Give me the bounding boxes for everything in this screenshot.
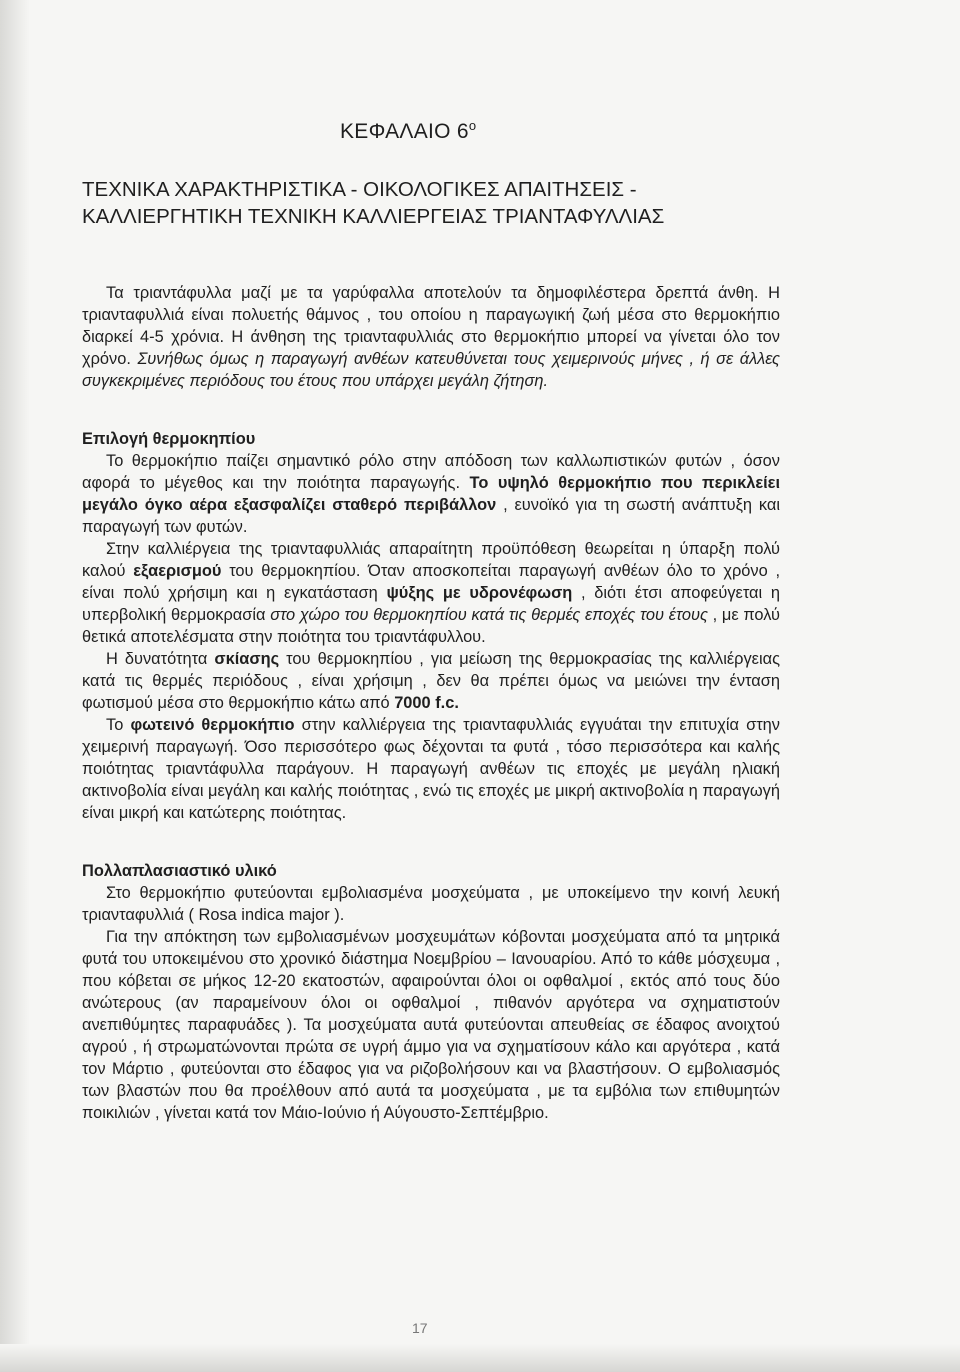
bold-span: ψύξης με υδρονέφωση <box>386 584 573 602</box>
chapter-heading <box>340 118 476 144</box>
text-span: του θερμοκηπίου. Όταν αποσκοπείται παραγωγή ανθέων όλο το χρόνο , είναι πολύ χρήσιμη και η εγκατάσταση <box>82 562 780 602</box>
chapter-label: ΚΕΦΑΛΑΙΟ 6 <box>340 120 469 143</box>
page-number: 17 <box>412 1320 428 1336</box>
bold-span: εξαερισμού <box>133 562 222 580</box>
title-line-2: ΚΑΛΛΙΕΡΓΗΤΙΚΗ ΤΕΧΝΙΚΗ ΚΑΛΛΙΕΡΓΕΙΑΣ ΤΡΙΑΝΤΑΦΥΛΛΙΑΣ <box>82 205 665 228</box>
text-span: του θερμοκηπίου , για μείωση της θερμοκρασίας της καλλιέργειας κατά τις θερμές περιόδους , είναι χρήσιμη , δεν θα πρέπει όμως να μειώνει την ένταση φωτισμού μέσα στο θερμοκήπιο κάτω από <box>82 650 780 712</box>
text-span: Στην καλλιέργεια της τριανταφυλλιάς απαραίτητη προϋπόθεση θεωρείται η ύπαρξη πολύ καλού <box>82 540 780 580</box>
section-heading-greenhouse: Επιλογή θερμοκηπίου <box>82 430 256 448</box>
section-heading-propagation: Πολλαπλασιαστικό υλικό <box>82 862 277 880</box>
text-span: Η δυνατότητα <box>106 650 215 668</box>
paragraph-greenhouse-2 <box>82 538 780 648</box>
paragraph-greenhouse-4 <box>82 714 780 824</box>
title-line-1: ΤΕΧΝΙΚΑ ΧΑΡΑΚΤΗΡΙΣΤΙΚΑ - ΟΙΚΟΛΟΓΙΚΕΣ ΑΠΑΙΤΗΣΕΙΣ - <box>82 178 637 201</box>
paragraph-propagation-2: Για την απόκτηση των εμβολιασμένων μοσχευμάτων κόβονται μοσχεύματα από τα μητρικά φυτά του υποκειμένου στο χρονικό διάστημα Νοεμβρίου – Ιανουαρίου. Από το κάθε μόσχευμα , που κόβεται σε μήκος 12-20 εκατοστών, αφαιρούνται όλοι οι οφθαλμοί , εκτός από τους δύο ανώτερους (αν παραμείνουν όλοι οι οφθαλμοί , πιθανόν αργότερα να σχηματιστούν ανεπιθύμητες παραφυάδες ). Τα μοσχεύματα αυτά φυτεύονται απευθείας σε έδαφος ανοιχτού αγρού , ή στρωματώνονται πρώτα σε υγρή άμμο για να σχηματίσουν κάλο και αργότερα , κατά τον Μάρτιο , φυτεύονται στο έδαφος για να ριζοβολήσουν και να βλαστήσουν. Ο εμβολιασμός των βλαστών που θα προέλθουν από αυτά τα μοσχεύματα , με τα εμβόλια των επιθυμητών ποικιλιών , γίνεται κατά τον Μάιο-Ιούνιο ή Αύγουστο-Σεπτέμβριο. <box>82 928 780 1122</box>
intro-text-a: Τα τριαντάφυλλα μαζί με τα γαρύφαλλα αποτελούν τα δημοφιλέστερα δρεπτά άνθη. Η τριανταφυλλιά είναι πολυετής θάμνος , του οποίου η παραγωγική ζωή μέσα στο θερμοκήπιο διαρκεί 4-5 χρόνια. Η άνθηση της τριανταφυλλιάς στο θερμοκήπιο μπορεί να γίνεται όλο τον χρόνο. <box>82 284 780 368</box>
scan-shadow-bottom <box>0 1344 960 1372</box>
text-span: , ευνοϊκό για τη σωστή ανάπτυξη και παραγωγή των φυτών. <box>82 496 781 536</box>
chapter-degree: ο <box>468 118 477 133</box>
scan-shadow-left <box>0 0 30 1372</box>
text-span: , με πολύ θετικά αποτελέσματα στην ποιότητα του τριαντάφυλλου. <box>82 606 780 646</box>
bold-span: σκίασης <box>214 650 280 668</box>
bold-span: 7000 f.c. <box>394 694 459 712</box>
paragraph-propagation-1: Στο θερμοκήπιο φυτεύονται εμβολιασμένα μοσχεύματα , με υποκείμενο την κοινή λευκή τριανταφυλλιά ( Rosa indica major ). <box>82 884 780 924</box>
bold-span: φωτεινό θερμοκήπιο <box>130 716 295 734</box>
body-text <box>82 282 780 1124</box>
text-span: Το <box>106 716 131 734</box>
intro-text-b: Συνήθως όμως η παραγωγή ανθέων κατευθύνεται τους χειμερινούς μήνες , ή σε άλλες συγκεκριμένες περιόδους του έτους που υπάρχει μεγάλη ζήτηση. <box>82 350 780 390</box>
text-span: , διότι έτσι αποφεύγεται η υπερβολική θερμοκρασία <box>82 584 780 624</box>
text-span: Το θερμοκήπιο παίζει σημαντικό ρόλο στην απόδοση των καλλωπιστικών φυτών , όσον αφορά το μέγεθος και την ποιότητα παραγωγής. <box>82 452 780 492</box>
intro-paragraph <box>82 282 780 392</box>
bold-span: Το υψηλό θερμοκήπιο που περικλείει μεγάλο όγκο αέρα εξασφαλίζει σταθερό περιβάλλον <box>82 474 780 514</box>
paragraph-greenhouse-3 <box>82 648 780 714</box>
chapter-title <box>82 176 802 230</box>
italic-span: στο χώρο του θερμοκηπίου κατά τις θερμές εποχές του έτους <box>270 606 708 624</box>
paragraph-greenhouse-1 <box>82 450 780 538</box>
text-span: στην καλλιέργεια της τριανταφυλλιάς εγγυάται την επιτυχία στην χειμερινή παραγωγή. Όσο περισσότερο φως δέχονται τα φυτά , τόσο περισσότερα και καλής ποιότητας τριαντάφυλλα παράγουν. Η παραγωγή ανθέων τις εποχές με μεγάλη ηλιακή ακτινοβολία είναι μεγάλη και καλής ποιότητας , ενώ τις εποχές με μικρή ακτινοβολία η παραγωγή είναι μικρή και κατώτερης ποιότητας. <box>82 716 780 822</box>
